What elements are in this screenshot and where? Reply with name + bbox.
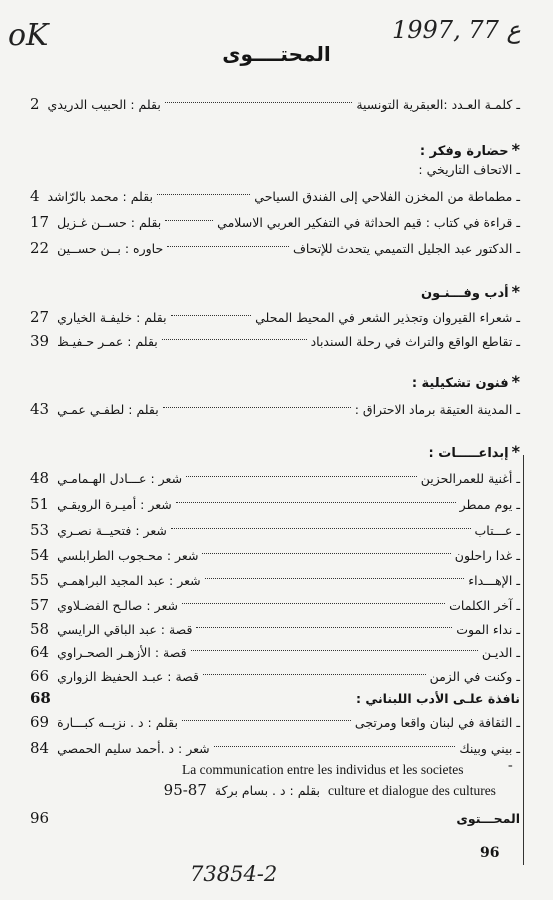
french-title-line1: La communication entre les individus et les societes [182, 762, 464, 777]
toc-entry: ـ قراءة في كتاب : قيم الحداثة في التفكير العربي الاسلامي بقلم : حســن غـزيل 17 [30, 213, 520, 231]
toc-entry [30, 806, 520, 830]
entry-title: الديـن [481, 644, 513, 660]
leader-dots [182, 720, 351, 721]
toc-entry: ـ غدا راحلون شعر : محـجوب الطرابلسي 54 [30, 546, 520, 564]
subheading: ـ الاتحاف التاريخي : [418, 162, 520, 177]
leader-dots [165, 220, 213, 221]
entry-title: الدكتور عبد الجليل التميمي يتحدث للإتحاف [292, 240, 513, 256]
leader-dots [202, 553, 450, 554]
leader-dots [214, 746, 456, 747]
entry-page: 43 [30, 400, 50, 418]
entry-title: نداء الموت [456, 621, 513, 637]
entry-author: بقلم : د . بسام بركة [214, 782, 320, 798]
entry-page: 58 [30, 620, 50, 638]
entry-title: وكنت في الزمن [429, 668, 513, 684]
entry-title: شعراء القيروان وتجذير الشعر في المحيط المحلي [255, 309, 513, 325]
entry-author: بقلم : خليفـة الخياري [57, 309, 167, 325]
entry-author: قصة : الأزهـر الصحـراوي [57, 644, 187, 660]
toc-entry: ـ الدكتور عبد الجليل التميمي يتحدث للإتحاف حاوره : بــن حســين 22 [30, 239, 520, 257]
entry-author: شعر : أميـرة الرويقـي [57, 496, 172, 512]
toc-entry: ـ نداء الموت قصة : عبد الباقي الرايسي 58 [30, 620, 520, 638]
toc-entry: ـ آخر الكلمات شعر : صالـح الفضـلاوي 57 [30, 596, 520, 614]
handwritten-inventory-number: 73854-2 [190, 862, 278, 886]
leader-dots [205, 578, 465, 579]
section-heading: *أدب وفـــنـون [420, 282, 520, 301]
toc-entry: ـ بيني وبينك شعر : د .أحمد سليم الحمصي 84 [30, 739, 520, 757]
entry-page: 27 [30, 308, 50, 326]
section-heading: *حضارة وفكر : [419, 140, 520, 159]
leader-dots [186, 476, 417, 477]
section-heading: *فنون تشكيلية : [411, 372, 520, 391]
entry-author: بقلم : عمـر حـفيـظ [57, 333, 158, 349]
leader-dots [171, 528, 471, 529]
entry-title: غدا راحلون [454, 547, 513, 563]
handwritten-ok-mark: oK [8, 18, 49, 53]
section-title: نافذة علـى الأدب اللبناني : [355, 690, 520, 706]
entry-title: عـــتاب [474, 522, 513, 538]
entry-author: بقلم : محمد بالرّاشد [47, 188, 153, 204]
entry-title: الإهـــداء [468, 572, 513, 588]
entry-author: شعر : محـجوب الطرابلسي [57, 547, 199, 563]
toc-entry: ـ يوم ممطر شعر : أميـرة الرويقـي 51 [30, 495, 520, 513]
french-title-line2: culture et dialogue des cultures [328, 783, 496, 798]
toc-entry: ـ الثقافة في لبنان واقعا ومرتجى بقلم : د . نزيــه كبـــارة 69 [30, 713, 520, 731]
entry-title: تقاطع الواقع والتراث في رحلة السندباد [310, 333, 513, 349]
section-page: 68 [30, 689, 51, 707]
toc-entry: ـ الديـن قصة : الأزهـر الصحـراوي 64 [30, 643, 520, 661]
leader-dots [171, 315, 252, 316]
entry-page: 17 [30, 213, 50, 231]
toc-entry: ـ كلمـة العـدد :العبقرية التونسية بقلم : الحبيب الدريدي 2 [30, 95, 520, 113]
entry-author: شعر : عـــادل الهـمامـي [57, 470, 183, 486]
toc-entry: ـ مطماطة من المخزن الفلاحي إلى الفندق السياحي بقلم : محمد بالرّاشد 4 [30, 187, 520, 205]
entry-author: بقلم : لطفـي عمـي [57, 401, 159, 417]
entry-page: 48 [30, 469, 50, 487]
leader-dots [165, 102, 353, 103]
entry-author: بقلم : د . نزيــه كبـــارة [57, 714, 178, 730]
entry-page: 66 [30, 667, 50, 685]
entry-page: 2 [30, 95, 40, 113]
entry-author: قصة : عبد الباقي الرايسي [57, 621, 193, 637]
leader-dots [182, 603, 445, 604]
entry-title: يوم ممطر [459, 496, 513, 512]
entry-title: بيني وبينك [459, 740, 513, 756]
section-heading-lebanon [30, 686, 520, 710]
entry-author: شعر : د .أحمد سليم الحمصي [57, 740, 210, 756]
entry-page: 69 [30, 713, 50, 731]
toc-entry: ـ أغنية للعمرالحزين شعر : عـــادل الهـمامـي 48 [30, 469, 520, 487]
leader-dots [203, 674, 426, 675]
entry-author: قصة : عبـد الحفيظ الزواري [57, 668, 199, 684]
leader-dots [157, 194, 250, 195]
toc-entry: ـ تقاطع الواقع والتراث في رحلة السندباد بقلم : عمـر حـفيـظ 39 [30, 332, 520, 350]
entry-title: الثقافة في لبنان واقعا ومرتجى [354, 714, 513, 730]
toc-entry: ـ عـــتاب شعر : فتحيــة نصـري 53 [30, 521, 520, 539]
toc-entry: ـ الإهـــداء شعر : عبد المجيد البراهمـي 55 [30, 571, 520, 589]
entry-author: شعر : عبد المجيد البراهمـي [57, 572, 201, 588]
entry-page: 64 [30, 643, 50, 661]
entry-page: 95-87 [163, 781, 207, 799]
entry-page: 84 [30, 739, 50, 757]
entry-page: 22 [30, 239, 50, 257]
entry-title: المدينة العتيقة برماد الاحتراق : [354, 401, 513, 417]
section-heading: *إبداعـــــات : [428, 442, 520, 461]
entry-page: 4 [30, 187, 40, 205]
entry-title: المحـــتوى [456, 810, 520, 826]
entry-page: 51 [30, 495, 50, 513]
leader-dots [162, 339, 307, 340]
entry-title: آخر الكلمات [449, 597, 513, 613]
leader-dots [196, 627, 452, 628]
page-number: 96 [480, 845, 500, 861]
entry-page: 55 [30, 571, 50, 589]
toc-entry: ـ شعراء القيروان وتجذير الشعر في المحيط المحلي بقلم : خليفـة الخياري 27 [30, 308, 520, 326]
entry-title: أغنية للعمرالحزين [420, 470, 513, 486]
leader-dots [163, 407, 351, 408]
entry-page: 57 [30, 596, 50, 614]
entry-page: 96 [30, 809, 50, 827]
leader-dots [176, 502, 456, 503]
entry-page: 39 [30, 332, 50, 350]
toc-entry: ـ المدينة العتيقة برماد الاحتراق : بقلم : لطفـي عمـي 43 [30, 400, 520, 418]
column-rule [523, 455, 524, 865]
entry-title: كلمـة العـدد :العبقرية التونسية [356, 96, 513, 112]
french-entry-author-row [30, 778, 320, 802]
toc-entry: ـ وكنت في الزمن قصة : عبـد الحفيظ الزواري 66 [30, 667, 520, 685]
entry-page: 54 [30, 546, 50, 564]
entry-author: حاوره : بــن حســين [57, 240, 164, 256]
entry-title: قراءة في كتاب : قيم الحداثة في التفكير العربي الاسلامي [217, 214, 513, 230]
entry-page: 53 [30, 521, 50, 539]
handwritten-reference: 1997, 77 ع [392, 16, 521, 44]
leader-dots [167, 246, 289, 247]
entry-author: شعر : صالـح الفضـلاوي [57, 597, 178, 613]
leader-dots [191, 650, 478, 651]
page-title: المحتــــوى [222, 42, 331, 66]
entry-author: بقلم : الحبيب الدريدي [47, 96, 161, 112]
entry-author: بقلم : حســن غـزيل [57, 214, 162, 230]
entry-title: مطماطة من المخزن الفلاحي إلى الفندق السياحي [254, 188, 513, 204]
entry-author: شعر : فتحيــة نصـري [57, 522, 167, 538]
